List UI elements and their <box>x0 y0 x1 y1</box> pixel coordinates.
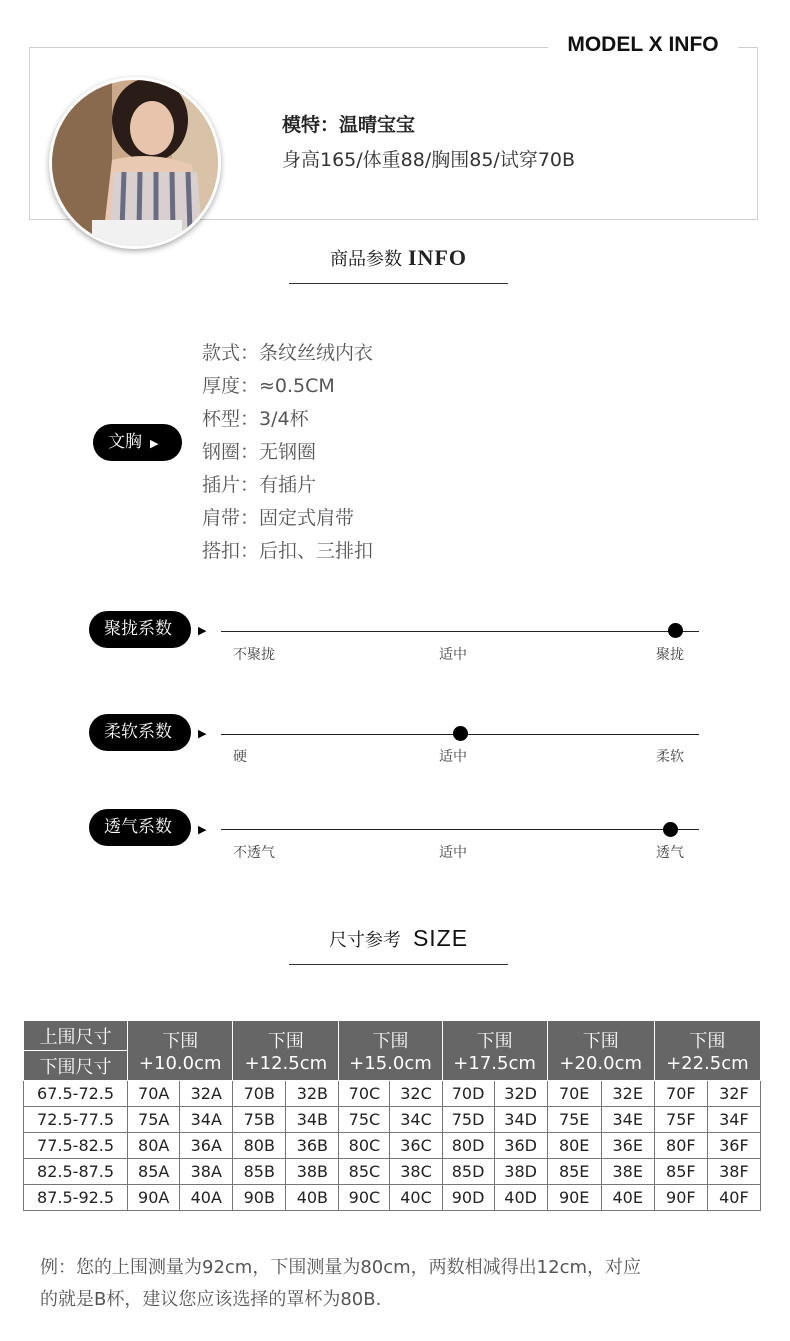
param-clasp: 搭扣：后扣、三排扣 <box>202 540 374 562</box>
table-row <box>24 1107 761 1133</box>
size-cell: 75F <box>654 1107 707 1133</box>
scale-level-dot-softness <box>453 726 468 741</box>
table-header-row <box>24 1021 761 1051</box>
size-cell: 80E <box>547 1133 601 1159</box>
size-cell: 90A <box>128 1185 180 1211</box>
scale-mid-label: 适中 <box>439 647 467 663</box>
size-cell: 38D <box>494 1159 547 1185</box>
bust-range-cell: 67.5-72.5 <box>24 1081 128 1107</box>
size-cell: 85A <box>128 1159 180 1185</box>
note-line-1: 例：您的上围测量为92cm，下围测量为80cm，两数相减得出12cm，对应 <box>40 1257 642 1278</box>
scale-pill-label: 聚拢系数 <box>104 619 172 639</box>
scale-track-breathability <box>221 829 699 830</box>
size-cell: 90D <box>442 1185 494 1211</box>
group-bottom-label: +10.0cm <box>138 1053 222 1074</box>
play-triangle-icon: ▶ <box>198 624 207 637</box>
size-cell: 34C <box>390 1107 442 1133</box>
play-triangle-icon: ▶ <box>150 437 159 450</box>
size-cell: 38B <box>286 1159 339 1185</box>
size-cell: 32C <box>390 1081 442 1107</box>
size-cell: 36D <box>494 1133 547 1159</box>
scale-level-dot-push-up <box>668 623 683 638</box>
size-cell: 75A <box>128 1107 180 1133</box>
size-cell: 70E <box>547 1081 601 1107</box>
group-bottom-label: +17.5cm <box>453 1053 536 1074</box>
size-heading-en: SIZE <box>412 925 469 951</box>
scale-pill-push-up <box>89 611 191 648</box>
size-cell: 32D <box>494 1081 547 1107</box>
model-info-title: MODEL X INFO <box>548 30 738 60</box>
group-top-label: 下围 <box>582 1031 619 1052</box>
model-stats: 身高165/体重88/胸围85/试穿70B <box>282 149 576 171</box>
param-style: 款式：条纹丝绒内衣 <box>202 342 374 364</box>
size-cell: 80D <box>442 1133 494 1159</box>
model-photo-illustration <box>52 80 218 246</box>
table-row <box>24 1133 761 1159</box>
group-bottom-label: +22.5cm <box>666 1053 749 1074</box>
group-header <box>547 1021 654 1081</box>
info-section-heading <box>289 245 508 284</box>
group-top-label: 下围 <box>372 1031 409 1052</box>
size-table <box>23 1020 761 1211</box>
scale-left-label: 硬 <box>233 749 247 765</box>
corner-bottom-cell: 下围尺寸 <box>24 1051 128 1081</box>
scale-right-label: 柔软 <box>656 749 684 765</box>
size-example-note <box>40 1252 750 1316</box>
bust-range-cell: 87.5-92.5 <box>24 1185 128 1211</box>
table-row <box>24 1185 761 1211</box>
size-cell: 32B <box>286 1081 339 1107</box>
group-bottom-label: +12.5cm <box>244 1053 328 1074</box>
category-pill <box>93 424 182 461</box>
group-bottom-label: +15.0cm <box>349 1053 432 1074</box>
size-cell: 36C <box>390 1133 442 1159</box>
size-cell: 34F <box>707 1107 760 1133</box>
scale-left-label: 不聚拢 <box>233 647 275 663</box>
size-cell: 85B <box>233 1159 286 1185</box>
table-row <box>24 1159 761 1185</box>
scale-level-dot-breathability <box>663 822 678 837</box>
group-top-label: 下围 <box>162 1031 199 1052</box>
size-cell: 34B <box>286 1107 339 1133</box>
size-cell: 70C <box>339 1081 390 1107</box>
size-cell: 70B <box>233 1081 286 1107</box>
size-cell: 40C <box>390 1185 442 1211</box>
group-top-label: 下围 <box>689 1031 726 1052</box>
size-cell: 40E <box>601 1185 654 1211</box>
size-cell: 36E <box>601 1133 654 1159</box>
bust-range-cell: 82.5-87.5 <box>24 1159 128 1185</box>
group-bottom-label: +20.0cm <box>559 1053 642 1074</box>
size-cell: 40B <box>286 1185 339 1211</box>
scale-pill-breathability <box>89 809 191 846</box>
scale-right-label: 聚拢 <box>656 647 684 663</box>
size-cell: 80F <box>654 1133 707 1159</box>
scale-track-push-up <box>221 631 699 632</box>
group-top-label: 下围 <box>476 1031 513 1052</box>
size-cell: 34D <box>494 1107 547 1133</box>
bust-range-cell: 77.5-82.5 <box>24 1133 128 1159</box>
size-cell: 70F <box>654 1081 707 1107</box>
group-header <box>233 1021 339 1081</box>
size-cell: 36B <box>286 1133 339 1159</box>
scale-right-label: 透气 <box>656 845 684 861</box>
info-heading-cn: 商品参数 <box>330 249 402 270</box>
size-cell: 70D <box>442 1081 494 1107</box>
size-cell: 32A <box>180 1081 233 1107</box>
size-cell: 85D <box>442 1159 494 1185</box>
group-header <box>442 1021 547 1081</box>
size-cell: 90C <box>339 1185 390 1211</box>
size-cell: 38A <box>180 1159 233 1185</box>
size-cell: 32F <box>707 1081 760 1107</box>
size-cell: 34E <box>601 1107 654 1133</box>
bust-range-cell: 72.5-77.5 <box>24 1107 128 1133</box>
size-cell: 34A <box>180 1107 233 1133</box>
size-cell: 90E <box>547 1185 601 1211</box>
play-triangle-icon: ▶ <box>198 727 207 740</box>
group-header <box>339 1021 442 1081</box>
size-section-heading <box>289 925 508 965</box>
param-cup-type: 杯型：3/4杯 <box>202 408 309 430</box>
param-underwire: 钢圈：无钢圈 <box>202 441 317 463</box>
scale-mid-label: 适中 <box>439 749 467 765</box>
scale-mid-label: 适中 <box>439 845 467 861</box>
group-header <box>654 1021 760 1081</box>
group-top-label: 下围 <box>267 1031 304 1052</box>
size-cell: 40D <box>494 1185 547 1211</box>
param-insert: 插片：有插片 <box>202 474 317 496</box>
play-triangle-icon: ▶ <box>198 823 207 836</box>
size-heading-underline <box>289 964 508 965</box>
size-cell: 38E <box>601 1159 654 1185</box>
info-heading-en: INFO <box>408 245 467 270</box>
size-cell: 85F <box>654 1159 707 1185</box>
table-row <box>24 1081 761 1107</box>
size-cell: 36F <box>707 1133 760 1159</box>
size-cell: 90F <box>654 1185 707 1211</box>
param-strap: 肩带：固定式肩带 <box>202 507 355 529</box>
size-cell: 38F <box>707 1159 760 1185</box>
size-cell: 40A <box>180 1185 233 1211</box>
size-cell: 75B <box>233 1107 286 1133</box>
scale-left-label: 不透气 <box>233 845 275 861</box>
size-cell: 80B <box>233 1133 286 1159</box>
size-cell: 38C <box>390 1159 442 1185</box>
size-cell: 36A <box>180 1133 233 1159</box>
scale-pill-label: 柔软系数 <box>104 722 172 742</box>
size-cell: 80A <box>128 1133 180 1159</box>
model-avatar <box>49 77 221 249</box>
param-thickness: 厚度：≈0.5CM <box>202 375 335 397</box>
size-cell: 80C <box>339 1133 390 1159</box>
size-cell: 90B <box>233 1185 286 1211</box>
corner-top-cell: 上围尺寸 <box>24 1021 128 1051</box>
scale-pill-label: 透气系数 <box>104 817 172 837</box>
group-header <box>128 1021 233 1081</box>
size-cell: 32E <box>601 1081 654 1107</box>
info-heading-underline <box>289 283 508 284</box>
size-cell: 75C <box>339 1107 390 1133</box>
scale-pill-softness <box>89 714 191 751</box>
note-line-2: 的就是B杯，建议您应该选择的罩杯为80B. <box>40 1289 382 1310</box>
category-pill-label: 文胸 <box>108 432 142 452</box>
size-cell: 75E <box>547 1107 601 1133</box>
size-cell: 40F <box>707 1185 760 1211</box>
size-cell: 85E <box>547 1159 601 1185</box>
model-name: 模特：温晴宝宝 <box>282 114 416 136</box>
size-cell: 85C <box>339 1159 390 1185</box>
size-cell: 75D <box>442 1107 494 1133</box>
size-cell: 70A <box>128 1081 180 1107</box>
size-heading-cn: 尺寸参考 <box>328 930 401 951</box>
